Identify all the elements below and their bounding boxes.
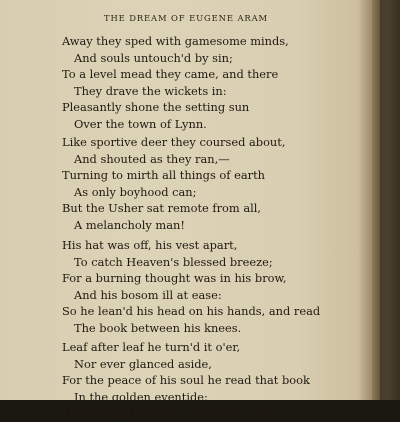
poem-line: Pleasantly shone the setting sun [62,100,250,115]
facing-page-edge [380,0,400,400]
poem-line: But the Usher sat remote from all, [62,201,262,216]
poem-line: They drave the wickets in: [74,83,227,98]
poem-line: The book between his knees. [74,320,242,335]
poem-line: For a burning thought was in his brow, [62,271,287,286]
poem-line: So he lean'd his head on his hands, and read [62,304,321,319]
stanza-4 [62,339,367,422]
poem-line: Nor ever glanced aside, [74,356,212,371]
poem-line: Much study had made him very lean [62,406,273,421]
poem-line: Turning to mirth all things of earth [62,168,266,183]
poem-line: His hat was off, his vest apart, [62,238,238,252]
poem-line: For the peace of his soul he read that book [62,373,310,388]
stanza-3 [62,237,367,337]
poem-line: Away they sped with gamesome minds, [62,34,289,48]
poem-line: To a level mead they came, and there [62,67,279,82]
poem-line: Over the town of Lynn. [74,116,207,131]
poem-line: As only boyhood can; [74,184,197,199]
poem-line: To catch Heaven's blessed breeze; [74,254,273,269]
poem-line: Like sportive deer they coursed about, [62,135,286,149]
stanza-1 [62,33,367,133]
poem-line: In the golden eventide: [74,389,208,404]
poem-line: And shouted as they ran,— [74,151,230,166]
poem-line: Leaf after leaf he turn'd it o'er, [62,340,241,354]
stanza-2 [62,134,367,234]
running-head: THE DREAM OF EUGENE ARAM [103,13,269,23]
poem-line: A melancholy man! [74,217,185,232]
poem-line: And souls untouch'd by sin; [74,50,233,65]
poem-line: And his bosom ill at ease: [74,287,222,302]
